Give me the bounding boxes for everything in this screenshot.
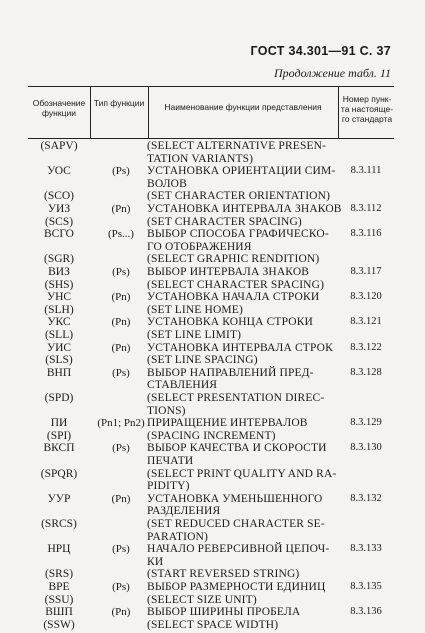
function-type: (Ps)	[112, 266, 130, 278]
function-name: (SELECT SPACE WIDTH)	[147, 618, 279, 631]
function-name: (SELECT CHARACTER SPACING)	[147, 278, 325, 291]
table-continuation-caption: Продолжение табл. 11	[273, 66, 391, 80]
function-name: (SELECT SIZE UNIT)	[147, 593, 257, 606]
column-divider	[338, 86, 339, 138]
function-name: PIDITY)	[147, 480, 190, 493]
column-header-type: Тип функции	[93, 98, 145, 108]
function-designation: УКС	[47, 316, 71, 329]
column-header-name: Наименование функции представления	[164, 102, 322, 112]
column-header-designation: Обозначение функции	[32, 98, 86, 118]
function-designation: ВРЕ	[48, 581, 70, 593]
function-designation: (SRCS)	[41, 518, 77, 530]
function-designation: (SPQR)	[40, 467, 78, 480]
clause-number: 8.3.122	[350, 341, 382, 353]
function-designation: (SSU)	[44, 593, 74, 606]
function-designation: ВНП	[46, 366, 72, 379]
function-name: РАЗДЕЛЕНИЯ	[147, 505, 221, 518]
function-designation: (SHS)	[44, 278, 74, 291]
function-name: ВЫБОР РАЗМЕРНОСТИ ЕДИНИЦ	[147, 581, 326, 593]
function-designation: (SLH)	[44, 303, 74, 316]
function-name: TIONS)	[147, 404, 186, 417]
function-name: УСТАНОВКА НАЧАЛА СТРОКИ	[147, 291, 320, 304]
function-designation: (SGR)	[43, 253, 75, 266]
function-designation: (SCS)	[44, 215, 74, 228]
function-name: ПРИРАЩЕНИЕ ИНТЕРВАЛОВ	[147, 417, 308, 430]
function-designation: (SPD)	[44, 392, 74, 404]
function-type: (Pn)	[111, 203, 131, 215]
clause-number: 8.3.130	[350, 442, 382, 454]
column-divider	[148, 86, 149, 138]
function-type: (Ps)	[112, 366, 130, 379]
function-designation: ВШП	[45, 606, 73, 619]
function-name: НАЧАЛО РЕВЕРСИВНОЙ ЦЕПОЧ-	[147, 543, 330, 556]
function-designation: (SLS)	[45, 354, 73, 367]
function-name: ВЫБОР КАЧЕСТВА И СКОРОСТИ	[147, 442, 327, 455]
function-designation: (SLL)	[44, 329, 74, 341]
function-designation: УНС	[46, 291, 72, 304]
function-type: (Pn1; Pn2)	[97, 417, 145, 430]
function-name: (SET LINE HOME)	[147, 303, 243, 316]
page-header: ГОСТ 34.301—91 С. 37	[250, 44, 391, 58]
function-name: ВЫБОР ИНТЕРВАЛА ЗНАКОВ	[147, 266, 310, 278]
function-name: ВОЛОВ	[147, 177, 187, 190]
function-type: (Pn)	[111, 291, 131, 304]
function-name: (SELECT PRINT QUALITY AND RA-	[147, 467, 337, 480]
function-name: (START REVERSED STRING)	[147, 568, 300, 581]
function-name: ГО ОТОБРАЖЕНИЯ	[147, 240, 252, 253]
function-name: УСТАНОВКА КОНЦА СТРОКИ	[147, 316, 313, 329]
table-row	[0, 618, 425, 632]
function-designation: (SCO)	[43, 190, 75, 203]
clause-number: 8.3.111	[350, 165, 382, 177]
function-name: TATION VARIANTS)	[147, 152, 254, 165]
function-type: (Ps...)	[108, 228, 134, 241]
function-designation: УУР	[47, 492, 71, 505]
function-designation: (SPI)	[46, 429, 72, 442]
function-name: (SET LINE SPACING)	[147, 354, 258, 367]
function-designation: ВКСП	[43, 442, 75, 455]
function-name: СТАВЛЕНИЯ	[147, 379, 218, 392]
function-name: УСТАНОВКА УМЕНЬШЕННОГО	[147, 492, 323, 505]
function-name: (SELECT GRAPHIC RENDITION)	[147, 253, 320, 266]
table-top-rule	[28, 86, 394, 87]
function-designation: НРЦ	[47, 543, 71, 556]
clause-number: 8.3.112	[350, 203, 382, 214]
function-name: (SPACING INCREMENT)	[147, 429, 276, 442]
function-name: ВЫБОР ШИРИНЫ ПРОБЕЛА	[147, 606, 301, 619]
function-name: (SELECT PRESENTATION DIREC-	[147, 392, 325, 404]
clause-number: 8.3.132	[350, 492, 382, 504]
clause-number: 8.3.133	[350, 543, 382, 555]
function-name: ПЕЧАТИ	[147, 455, 194, 467]
function-name: (SET CHARACTER ORIENTATION)	[147, 190, 331, 203]
function-type: (Ps)	[112, 581, 130, 593]
function-name: (SET CHARACTER SPACING)	[147, 215, 302, 228]
function-designation: (SRS)	[44, 568, 74, 581]
clause-number: 8.3.135	[350, 581, 382, 592]
function-name: ВЫБОР СПОСОБА ГРАФИЧЕСКО-	[147, 228, 329, 241]
function-designation: ВИЗ	[48, 266, 70, 278]
function-name: (SELECT ALTERNATIVE PRESEN-	[147, 140, 327, 152]
function-name: УСТАНОВКА ИНТЕРВАЛА ЗНАКОВ	[147, 203, 342, 215]
function-name: (SET REDUCED CHARACTER SE-	[147, 518, 325, 530]
function-designation: УИС	[46, 341, 72, 354]
clause-number: 8.3.129	[350, 417, 382, 429]
clause-number: 8.3.120	[350, 291, 382, 303]
function-designation: ВСГО	[43, 228, 74, 241]
column-header-clause: Номер пунк- та настояще- го стандарта	[340, 94, 394, 124]
function-name: (SET LINE LIMIT)	[147, 329, 242, 341]
clause-number: 8.3.121	[350, 316, 382, 328]
clause-number: 8.3.136	[350, 606, 382, 618]
function-designation: (SAPV)	[40, 140, 78, 152]
function-name: PARATION)	[147, 530, 208, 543]
function-type: (Pn)	[111, 492, 131, 505]
function-type: (Pn)	[111, 606, 131, 619]
clause-number: 8.3.128	[350, 366, 382, 378]
function-type: (Pn)	[111, 316, 131, 329]
function-type: (Ps)	[112, 543, 130, 556]
clause-number: 8.3.116	[350, 228, 382, 240]
function-name: КИ	[147, 555, 164, 568]
function-name: УСТАНОВКА ОРИЕНТАЦИИ СИМ-	[147, 165, 336, 178]
function-type: (Ps)	[112, 165, 130, 178]
function-type: (Ps)	[112, 442, 130, 455]
function-designation: УОС	[47, 165, 71, 178]
column-divider	[90, 86, 91, 138]
function-name: УСТАНОВКА ИНТЕРВАЛА СТРОК	[147, 341, 333, 354]
function-designation: (SSW)	[43, 618, 75, 631]
function-name: ВЫБОР НАПРАВЛЕНИЙ ПРЕД-	[147, 366, 314, 379]
function-designation: УИЗ	[47, 203, 71, 215]
function-designation: ПИ	[50, 417, 68, 430]
clause-number: 8.3.117	[350, 266, 382, 277]
function-type: (Pn)	[111, 341, 131, 354]
